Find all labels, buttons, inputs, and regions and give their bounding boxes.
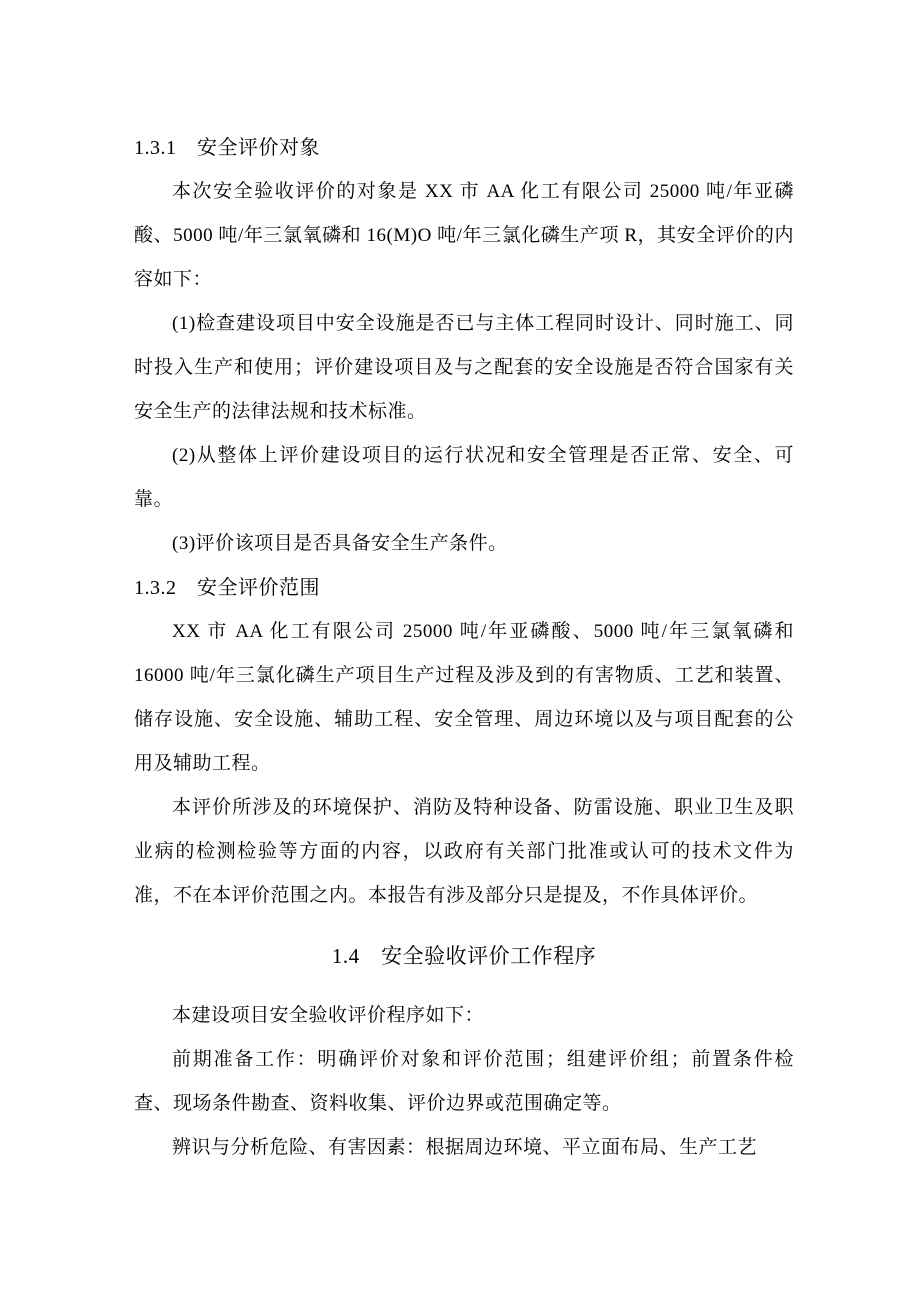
section-heading-1-3-1: 1.3.1 安全评价对象 xyxy=(134,137,320,159)
paragraph-preparation-work: 前期准备工作：明确评价对象和评价范围；组建评价组；前置条件检查、现场条件勘查、资料收集、评价边界或范围确定等。 xyxy=(134,1049,794,1114)
paragraph-item-3: (3)评价该项目是否具备安全生产条件。 xyxy=(172,533,508,554)
paragraph-hazard-identification: 辨识与分析危险、有害因素：根据周边环境、平立面布局、生产工艺 xyxy=(172,1137,758,1158)
document-body xyxy=(134,126,794,1170)
paragraph-procedure-intro: 本建设项目安全验收评价程序如下： xyxy=(172,1005,485,1026)
section-heading-1-4: 1.4 安全验收评价工作程序 xyxy=(331,944,597,968)
paragraph-evaluation-object: 本次安全验收评价的对象是 XX 市 AA 化工有限公司 25000 吨/年亚磷酸、5000 吨/年三氯氧磷和 16(M)O 吨/年三氯化磷生产项 R，其安全评价的内容如下： xyxy=(134,181,794,290)
paragraph-item-1: (1)检查建设项目中安全设施是否已与主体工程同时设计、同时施工、同时投入生产和使用；评价建设项目及与之配套的安全设施是否符合国家有关安全生产的法律法规和技术标准。 xyxy=(134,313,794,422)
section-heading-1-3-2: 1.3.2 安全评价范围 xyxy=(134,577,320,599)
paragraph-item-2: (2)从整体上评价建设项目的运行状况和安全管理是否正常、安全、可靠。 xyxy=(134,445,794,510)
paragraph-evaluation-scope: XX 市 AA 化工有限公司 25000 吨/年亚磷酸、5000 吨/年三氯氧磷和 16000 吨/年三氯化磷生产项目生产过程及涉及到的有害物质、工艺和装置、储存设施、安全设施、辅助工程、安全管理、周边环境以及与项目配套的公用及辅助工程。 xyxy=(134,621,794,774)
paragraph-scope-exclusions: 本评价所涉及的环境保护、消防及特种设备、防雷设施、职业卫生及职业病的检测检验等方面的内容，以政府有关部门批准或认可的技术文件为准，不在本评价范围之内。本报告有涉及部分只是提及，不作具体评价。 xyxy=(134,797,794,906)
